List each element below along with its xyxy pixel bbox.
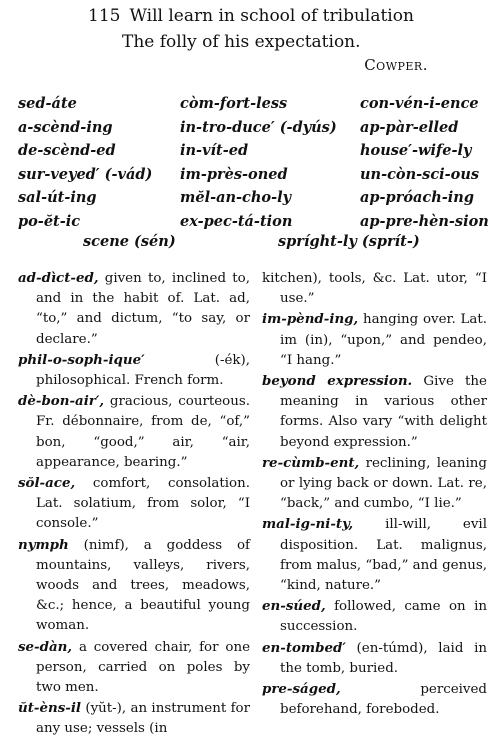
definition-text: given to, inclined to, and in the habit of. Lat. ad, “to,” and dictum, “to say, or declare.” [36,271,250,347]
headword: se-dàn, [18,638,73,655]
definition-entry [18,473,250,535]
definition-text: (-ék), philosophical. French form. [36,352,250,389]
word-item: con-vén-i-ence [360,95,479,112]
definition-entry [18,350,250,391]
definition-text: Give the meaning in various other forms. Also vary “with delight beyond expression.” [280,374,487,450]
word-item: scene (sén) [83,233,176,250]
definition-entry [262,309,487,371]
headword: en-súed, [262,598,326,615]
definition-text: comfort, consolation. Lat. solatium, from solor, “I console.” [36,476,250,532]
page-number: 115 [88,6,121,26]
word-item: còm-fort-less [180,95,288,112]
definition-entry [18,535,250,637]
definition-text: perceived beforehand, foreboded. [280,682,487,718]
word-item: ap-pre-hèn-sion [360,212,489,230]
word-item: de-scènd-ed [18,142,116,160]
word-item: ap-próach-ing [360,189,474,207]
headword: dè-bon-air′, [18,393,105,410]
word-item: mĕl-an-cho-ly [180,189,292,207]
word-item: house′-wife-ly [360,142,472,160]
word-column-3 [360,92,489,234]
headword: im-pènd-ing, [262,311,359,328]
definition-entry [18,268,250,350]
definition-entry [262,371,487,453]
definition-text: followed, came on in succession. [280,599,487,635]
headword: mal-ig-ni-ty, [262,516,354,533]
definition-text: reclining, leaning or lying back or down. Lat. re, “back,” and cumbo, “I lie.” [280,455,487,512]
word-item: sed-áte [18,95,77,112]
headword: sŏl-ace, [18,475,76,492]
word-item: im-près-oned [180,165,288,183]
word-item: sal-út-ing [18,189,97,207]
word-item: ex-pec-tá-tion [180,212,293,230]
headword: pre-ságed, [262,681,341,698]
definition-entry [262,268,487,309]
definition-text: kitchen), tools, &c. Lat. utor, “I use.” [262,271,487,307]
word-item: in-vít-ed [180,142,249,160]
definition-text: hanging over. Lat. im (in), “upon,” and pendeo, “I hang.” [280,312,487,368]
definition-text: gracious, courteous. Fr. débonnaire, from de, “of,” bon, “good,” air, “air, appearance, bearing.” [36,394,250,470]
word-column-1 [18,92,152,234]
header-line-1 [88,6,414,26]
word-item: in-tro-duce′ (-dyús) [180,118,337,136]
word-item: po-ĕt-ic [18,212,81,230]
definitions-left-column [18,268,250,740]
quote-line-2: The folly of his expectation. [122,32,361,52]
definition-text: a covered chair, for one person, carried on poles by two men. [36,639,250,696]
definition-entry [262,514,487,596]
definition-entry [262,679,487,720]
definition-entry [18,637,250,699]
definition-text: ill-will, evil disposition. Lat. malignus, from malus, “bad,” and genus, “kind, nature.” [280,517,487,594]
definition-text: (nimf), a goddess of mountains, valleys, rivers, woods and trees, meadows, &c.; hence, a beautiful young woman. [36,537,250,634]
definition-entry [262,596,487,637]
headword: nymph [18,536,69,553]
word-item: spríght-ly (sprít-) [278,233,420,250]
definitions-right-column [262,268,487,720]
headword: re-cùmb-ent, [262,454,360,471]
headword: en-tombed′ [262,639,346,656]
headword: ad-dìct-ed, [18,270,99,286]
quote-line-1: Will learn in school of tribulation [129,6,414,26]
definition-text: (yŭt-), an instrument for any use; vessels (in [36,701,250,737]
page-header [0,6,500,86]
word-item: sur-veyed′ (-vád) [18,165,153,183]
headword: ŭt-èns-il [18,700,82,717]
word-column-2 [180,92,337,234]
headword: phil-o-soph-ique′ [18,351,145,368]
definition-text: (en-túmd), laid in the tomb, buried. [280,640,487,676]
definition-entry [18,698,250,739]
headword: beyond expression. [262,373,413,390]
word-item: a-scènd-ing [18,118,113,136]
definition-entry [18,391,250,473]
definition-entry [262,638,487,679]
word-item: ap-pàr-elled [360,118,459,136]
definition-entry [262,453,487,515]
quote-attribution: Cowper. [364,56,428,74]
word-item: un-còn-sci-ous [360,165,480,183]
